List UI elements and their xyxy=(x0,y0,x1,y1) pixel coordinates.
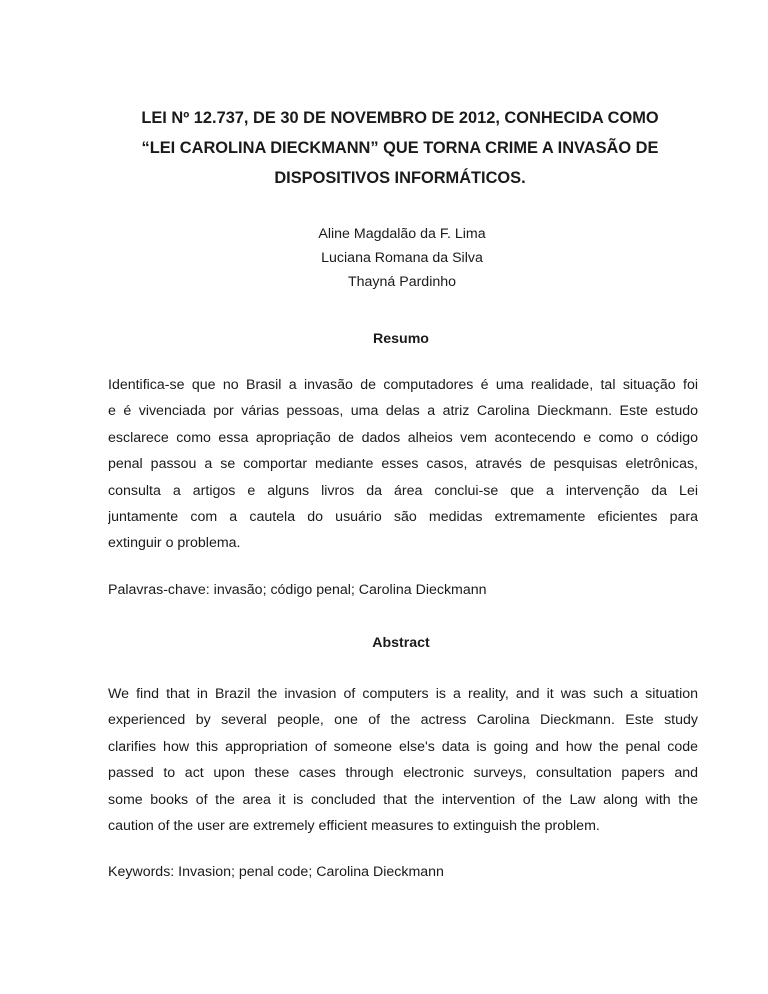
author-list xyxy=(280,222,524,294)
author-name: Thayná Pardinho xyxy=(347,274,457,290)
abstract-heading: Abstract xyxy=(372,635,430,651)
abstract-line: We find that in Brazil the invasion of computers is a reality, and it was such a situation xyxy=(108,686,698,702)
resumo-paragraph xyxy=(108,372,698,557)
resumo-keywords: Palavras-chave: invasão; código penal; Carolina Dieckmann xyxy=(108,582,487,598)
resumo-line: consulta a artigos e alguns livros da área conclui-se que a intervenção da Lei xyxy=(108,482,698,499)
abstract-line: passed to act upon these cases through electronic surveys, consultation papers and xyxy=(108,765,698,782)
abstract-line: clarifies how this appropriation of someone else's data is going and how the penal code xyxy=(108,738,698,755)
title-line-2: “LEI CAROLINA DIECKMANN” QUE TORNA CRIME A INVASÃO DE xyxy=(141,139,659,157)
title-line-1: LEI Nº 12.737, DE 30 DE NOVEMBRO DE 2012, CONHECIDA COMO xyxy=(141,109,659,127)
resumo-line: penal passou a se comportar mediante esses casos, através de pesquisas eletrônicas, xyxy=(108,456,698,473)
author-name: Aline Magdalão da F. Lima xyxy=(318,226,486,242)
author-name: Luciana Romana da Silva xyxy=(321,250,483,266)
resumo-line: juntamente com a cautela do usuário são medidas extremamente eficientes para xyxy=(108,508,698,525)
abstract-line: experienced by several people, one of the actress Carolina Dieckmann. Este study xyxy=(108,712,698,729)
abstract-paragraph xyxy=(108,681,698,839)
resumo-line: e é vivenciada por várias pessoas, uma delas a atriz Carolina Dieckmann. Este estudo xyxy=(108,403,698,420)
resumo-line: Identifica-se que no Brasil a invasão de computadores é uma realidade, tal situação foi xyxy=(108,377,698,393)
resumo-heading: Resumo xyxy=(373,331,429,347)
document-title xyxy=(100,103,700,193)
abstract-keywords: Keywords: Invasion; penal code; Carolina Dieckmann xyxy=(108,864,444,880)
abstract-line: caution of the user are extremely efficient measures to extinguish the problem. xyxy=(108,817,600,834)
title-line-3: DISPOSITIVOS INFORMÁTICOS. xyxy=(274,169,526,187)
resumo-line: esclarece como essa apropriação de dados alheios vem acontecendo e como o código xyxy=(108,429,698,446)
abstract-line: some books of the area it is concluded that the intervention of the Law along with the xyxy=(108,791,698,808)
resumo-line: extinguir o problema. xyxy=(108,535,241,552)
